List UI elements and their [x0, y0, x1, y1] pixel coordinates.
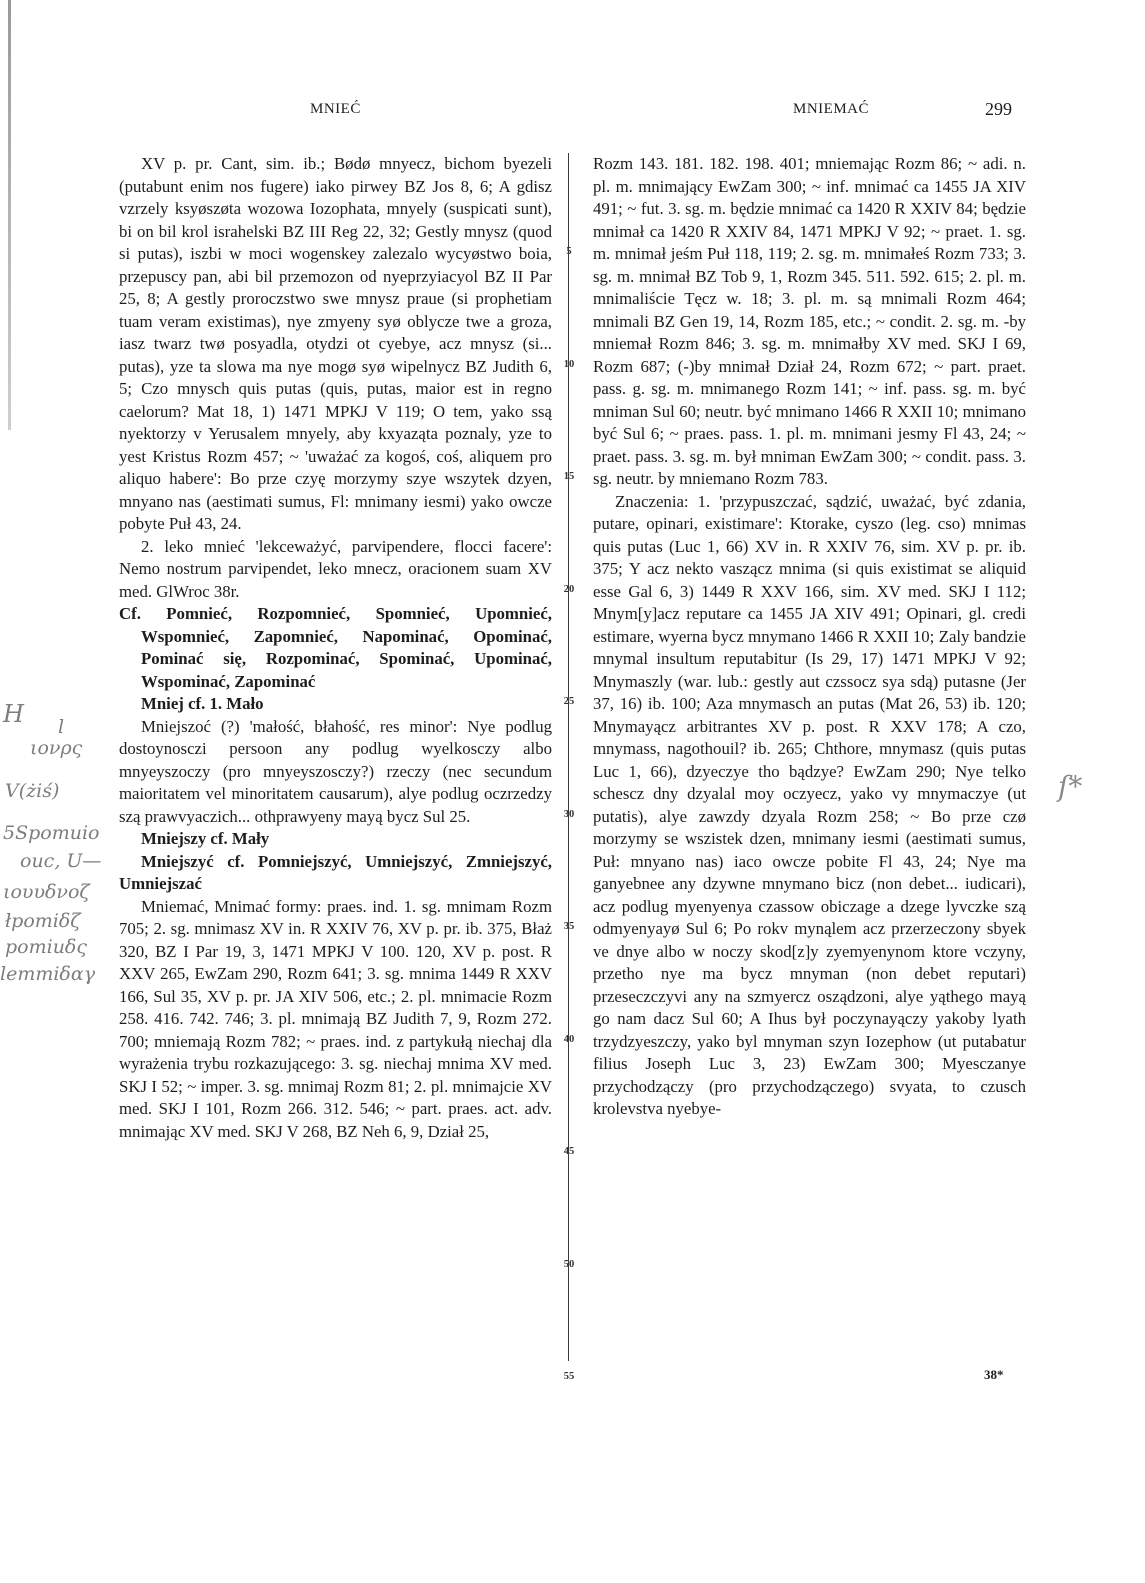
column-divider [568, 153, 569, 1361]
entry-mniejszoc: Mniejszoć (?) 'małość, błahość, res minor': Nye podlug dostoynosczi persoon any podlug wyelkosczy albo mnyeyszoczy (pro mnyeyszosczy?) rzeczy (nec secundum maioritatem vel minoritatem causarum), alye podlug oczrzedzy szą prawvyaczich... othprawyeny mayą bycz Sul 25. [119, 716, 552, 826]
entry-mniemac-forms: Mniemać, Mnimać formy: praes. ind. 1. sg. mnimam Rozm 705; 2. sg. mnimasz XV in. R XXIV 76, XV p. pr. ib. 375, Błaż 320, BZ I Par 19, 3, 1471 MPKJ V 100. 120, XV p. post. R XXV 265, EwZam 290, Rozm 641; 3. sg. mnima 1449 R XXV 166, Sul 35, XV p. pr. JA XIV 506, etc.; 2. pl. mnimacie Rozm 258. 416. 742. 746; 3. pl. mnimają BZ Judith 7, 9, Rozm 272. 700; mniemają Rozm 782; ~ praes. ind. z partykułą niechaj dla wyrażenia trybu rozkazującego: 3. sg. niechaj mnima XV med. SKJ I 52; ~ imper. 3. sg. mnimaj Rozm 81; 2. pl. mnimajcie XV med. SKJ I 101, Rozm 266. 312. 546; ~ part. praes. act. adv. mnimając XV med. SKJ V 268, BZ Neh 6, 9, Dział 25, [119, 896, 552, 1141]
line-number: 30 [563, 809, 575, 820]
line-number: 10 [563, 359, 575, 370]
line-number: 5 [566, 246, 572, 257]
line-number: 40 [563, 1034, 575, 1045]
margin-note: pomiuδς [5, 936, 88, 958]
line-number: 15 [563, 471, 575, 482]
margin-note: ouc, U— [20, 850, 102, 872]
entry-mniec-continued: XV p. pr. Cant, sim. ib.; Bødø mnyecz, bichom byezeli (putabunt enim nos fugere) iako pirwey BZ Jos 8, 6; A gdisz vzrzely ksyøszøta wozowa Iozophata, mnyely (suspicati sunt), bi on bil krol israhelski BZ III Reg 22, 32; Gestly mnysz (quod si putas), iszbi w moci wogenskey zalezalo wycyøstwo boia, przepuscy pan, abi bil przemozon od nyeprzyiacyol BZ II Par 25, 8; A gestly proroczstwo swe mnysz praue (si prophetiam tuam veram existimas), nye zmyeny syø oblycze twe a groza, iasz twarz twø posyadla, otydzi ot cyebye, acz mnysz (si... putas), yze ta slowa ma nye mogø syø wipelnycz BZ Judith 6, 5; Czo mnysch quis putas (quis, putas, maior est in regno caelorum? Mat 18, 1) 1471 MPKJ V 119; O tem, yako ssą nyektorzy v Yerusalem mnyely, aby kxyaząta poznaly, yze to yest Kristus Rozm 457; ~ 'uważać za kogoś, coś, aliquem pro aliquo habere': Bo prze czyę morzymy szye wszytek dzyen, mnyano nas (aestimati sumus, Fl: mnimany iesmi) yako owcze pobyte Puł 43, 24. [119, 154, 552, 533]
line-number: 35 [563, 921, 575, 932]
left-column [119, 153, 552, 1143]
margin-note: ιονρς [30, 737, 83, 759]
margin-note: l [58, 716, 65, 738]
running-head-left: MNIEĆ [310, 101, 361, 117]
entry-mniemac-forms-continued: Rozm 143. 181. 182. 198. 401; mniemając Rozm 86; ~ adi. n. pl. m. mnimający EwZam 300; ~ inf. mnimać ca 1455 JA XIV 491; ~ fut. 3. sg. m. będzie mnimać ca 1420 R XXIV 84; będzie mnimał ca 1420 R XXIV 84, 1471 MPKJ V 92; ~ praet. 1. sg. m. mnimał jeśm Puł 118, 119; 2. sg. m. mnimałeś Rozm 733; 3. sg. m. mnimał BZ Tob 9, 1, Rozm 345. 511. 592. 615; 2. pl. m. mnimaliście Tęcz w. 18; 3. pl. m. są mnimali Rozm 464; mnimali BZ Gen 19, 14, Rozm 185, etc.; ~ condit. 2. sg. m. -by mniemał Rozm 846; 3. sg. m. mnimałby XV med. SKJ I 69, Rozm 687; (-)by mnimał Dział 24, Rozm 672; ~ part. praet. pass. g. sg. m. mnimanego Rozm 141; ~ inf. pass. sg. m. być mniman Sul 60; neutr. być mnimano 1466 R XXII 10; mnimano być Sul 6; ~ praes. pass. 1. pl. m. mnimani jesmy Fl 43, 24; ~ praet. pass. 3. sg. m. był mniman EwZam 300; ~ condit. pass. 3. sg. neutr. by mniemano Rozm 783. [593, 154, 1026, 488]
margin-note: lemmiδαγ [0, 963, 96, 985]
margin-note: ιουυδνοζ [3, 881, 90, 903]
line-number: 20 [563, 584, 575, 595]
entry-mniejszy: Mniejszy cf. Mały [141, 829, 270, 848]
page-number: 299 [985, 99, 1012, 119]
margin-note: V(żiś) [5, 780, 60, 802]
line-number: 55 [563, 1371, 575, 1382]
entry-mniej: Mniej cf. 1. Mało [141, 694, 264, 713]
margin-note: 5Spomuio [3, 822, 100, 844]
scan-edge [8, 0, 11, 430]
line-number: 45 [563, 1146, 575, 1157]
margin-note: łpomiδζ [5, 910, 81, 932]
entry-mniec-crossref: Cf. Pomnieć, Rozpomnieć, Spomnieć, Upomnieć, Wspomnieć, Zapomnieć, Napominać, Opominać, Pominać się, Rozpominać, Spominać, Upominać, Wspominać, Zapominać [119, 604, 552, 691]
right-column [593, 153, 1026, 1121]
line-number: 50 [563, 1259, 575, 1270]
line-number: 25 [563, 696, 575, 707]
signature-mark: 38* [984, 1367, 1004, 1382]
entry-mniejszyc: Mniejszyć cf. Pomniejszyć, Umniejszyć, Zmniejszyć, Umniejszać [119, 851, 552, 893]
entry-mniec-sense-2: 2. leko mnieć 'lekceważyć, parvipendere, flocci facere': Nemo nostrum parvipendet, leko mnecz, oracionem suam XV med. GlWroc 38r. [119, 536, 552, 601]
running-head-right: MNIEMAĆ [793, 101, 870, 117]
entry-mniemac-meanings: Znaczenia: 1. 'przypuszczać, sądzić, uważać, być zdania, putare, opinari, existimare': Ktorake, cyszo (leg. cso) mnimas quis putas (Luc 1, 66) XV in. R XXIV 76, sim. XV p. pr. ib. 375; Y acz nekto vaszącz mnima (si quis existimat se aliquid esse Gal 6, 3) 1449 R XXV 166, sim. XV med. SKJ I 112; Mnym[y]acz reputare ca 1455 JA XIV 491; Opinari, gl. credi estimare, wyerna bycz mnymano 1466 R XXII 10; Zaly bandzie mnymal insultum reputabitur (Is 29, 17) 1471 MPKJ V 92; Mnymaszly (war. lub.: gestly aut czssocz sya sdą) putasne (Jer 37, 16) ib. 100; Aza mnymasch an putas (Mat 26, 53) ib. 120; Mnymayącz arbitrantes XV p. post. R XXV 178; A czo, mnymass, nagothouil? ib. 265; Chthore, mnymasz (quis putas Luc 1, 66), dzyeczye tho bądzye? EwZam 290; Nye telko schescz dny dzyalal moy oczyecz, yako vy mnymaczye (ut putatis), alye zawzdy dzyala Rozm 258; ~ Bo prze czø morzymy se wszistek dzen, mnimany iesmi (aestimati sumus, Puł: mnyano nas) iaco owcze pobite Fl 43, 24; Nye ma ganyebnee any dzywne mnymano bicz (non debet... iudicari), acz podlug myenyenya czassow obiczage a dzege lyvczke szą odmyenyayø Sul 6; Po rokv mynąlem acz przerzeczony sbyek ve dnye albo w noczy skod[z]y zyemyenynom ktore vczyny, przetho nye ma bycz mnyman (non debet reputari) przeseczczyvi any na szmyercz osządzoni, alye yąthego mayą go nam dacz Sul 60; A Ihus był poczynayączy yakoby lyath trzydzyeszczy, yako byl mnyman szyn Iozephow (ut putabatur filius Joseph Luc 3, 23) EwZam 300; Myesczanye przychodzączy (pro przychodzączego) svyata, to czusch krolevstva nyebye- [593, 491, 1026, 1118]
margin-note-right: ſ* [1058, 770, 1083, 803]
margin-note: H [3, 700, 24, 728]
